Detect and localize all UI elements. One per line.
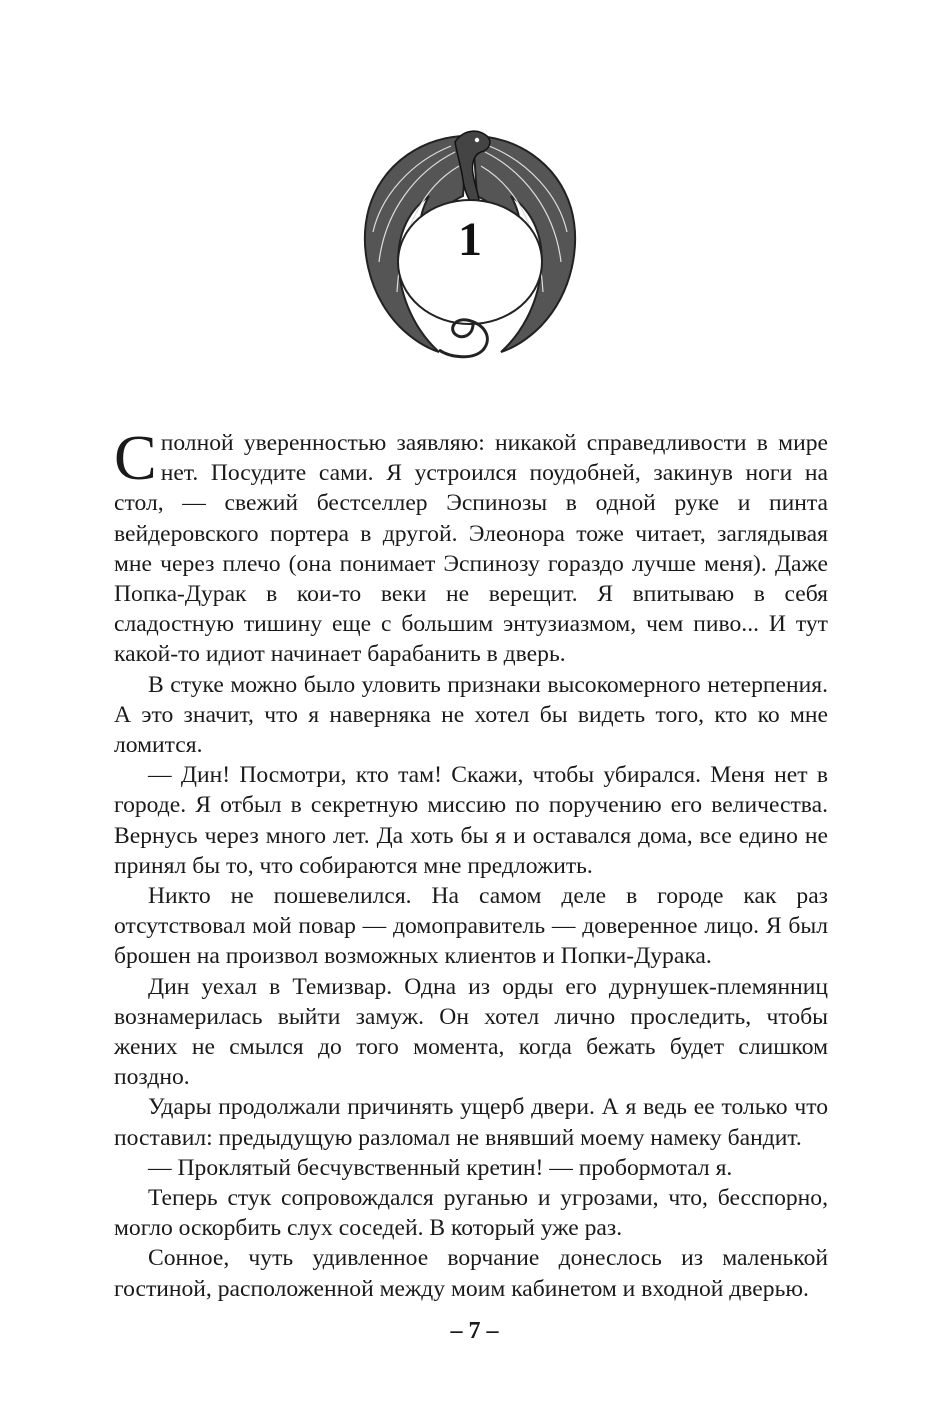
paragraph: Теперь стук сопровождался руганью и угрозами, что, бесспорно, могло оскорбить слух соседей. В который уже раз.	[114, 1185, 828, 1242]
paragraph: Никто не пошевелился. На самом деле в городе как раз отсутствовал мой повар — домоправитель — доверенное лицо. Я был брошен на произвол возможных клиентов и Попки-Дурака.	[114, 883, 828, 970]
chapter-text	[114, 422, 828, 1304]
paragraph: Сонное, чуть удивленное ворчание донеслось из маленькой гостиной, расположенной между моим кабинетом и входной дверью.	[114, 1245, 828, 1302]
paragraph: — Проклятый бесчувственный кретин! — пробормотал я.	[148, 1154, 733, 1181]
paragraph: Удары продолжали причинять ущерб двери. А я ведь ее только что поставил: предыдущую разломал не внявший моему намеку бандит.	[114, 1094, 828, 1151]
paragraph: В стуке можно было уловить признаки высокомерного нетерпения. А это значит, что я наверняка не хотел бы видеть того, кто ко мне ломится.	[114, 671, 828, 759]
page-number: – 7 –	[450, 1318, 499, 1344]
chapter-emblem	[355, 122, 585, 362]
paragraph-text: полной уверенностью заявляю: никакой справедливости в мире нет. Посудите сами. Я устроился поудобней, закинув ноги на стол, — свежий бестселлер Эспинозы в одной руке и пинта вейдеровского портера в другой. Элеонора тоже читает, заглядывая мне через плечо (она понимает Эспинозу гораздо лучше меня). Даже Попка-Дурак в кои-то веки не верещит. Я впитываю в себя сладостную тишину еще с большим энтузиазмом, чем пиво... И тут какой-то идиот начинает барабанить в дверь.	[114, 430, 828, 668]
paragraph: Дин уехал в Темизвар. Одна из орды его дурнушек-племянниц вознамерилась выйти замуж. Он хотел лично проследить, чтобы жених не смылся до того момента, когда бежать будет слишком поздно.	[114, 973, 828, 1091]
chapter-number: 1	[458, 213, 482, 266]
paragraph: — Дин! Посмотри, кто там! Скажи, чтобы убирался. Меня нет в городе. Я отбыл в секретную миссию по поручению его величества. Вернусь через много лет. Да хоть бы я и оставался дома, все едино не принял бы то, что собираются мне предложить.	[114, 762, 828, 879]
drop-cap: С	[114, 422, 157, 493]
paragraph	[114, 422, 828, 670]
